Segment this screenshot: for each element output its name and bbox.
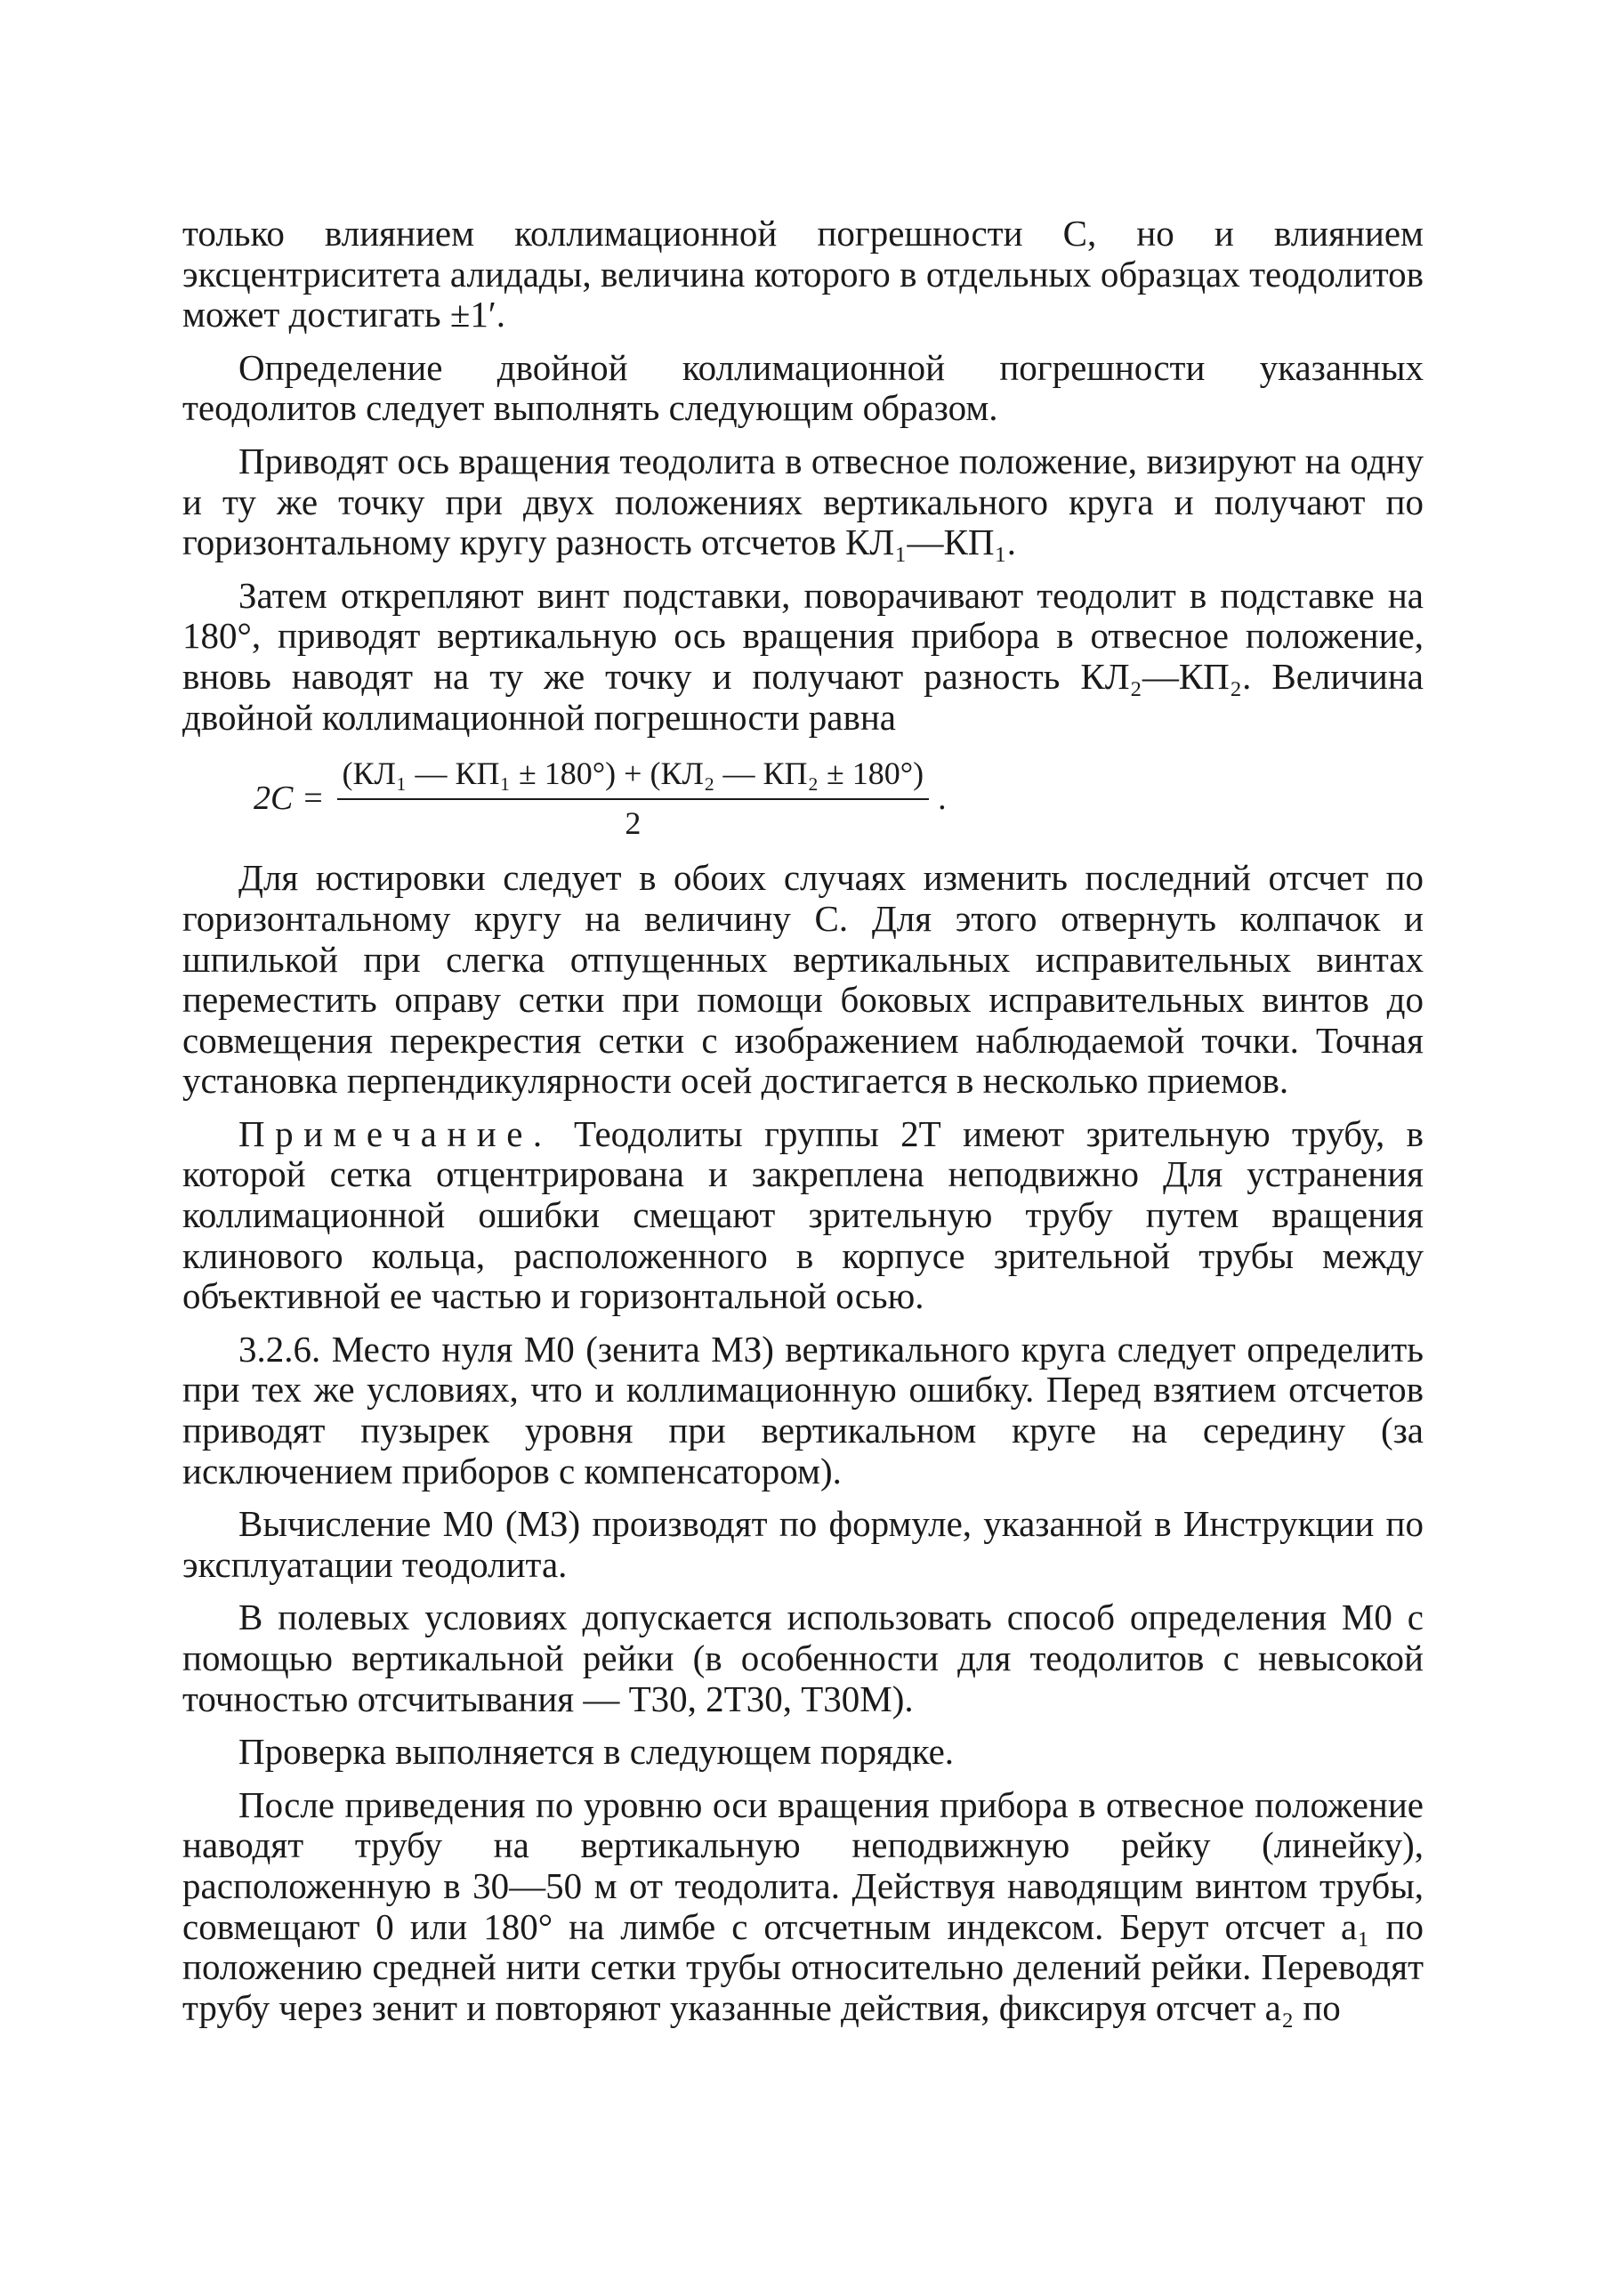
paragraph-section-3-2-6: 3.2.6. Место нуля М0 (зенита МЗ) вертикального круга следует определить при тех же условиях, что и коллимационную ошибку. Перед взятием отсчетов приводят пузырек уровня при вертикальном круге на середину (за исключением приборов с компенсатором). (182, 1328, 1424, 1492)
formula-period: . (938, 779, 947, 817)
formula-numerator: (КЛ₁ — КП₁ ± 180°) + (КЛ₂ — КП₂ ± 180°) (337, 754, 930, 800)
paragraph-note (182, 1114, 1424, 1317)
paragraph-adjustment: Для юстировки следует в обоих случаях изменить последний отсчет по горизонтальному кругу на величину С. Для этого отвернуть колпачок и шпилькой при слегка отпущенных вертикальных исправительных винтах переместить оправу сетки при помощи боковых исправительных винтов до совмещения перекрестия сетки с изображением наблюдаемой точки. Точная установка перпендикулярности осей достигается в несколько приемов. (182, 857, 1424, 1102)
note-label: Примечание. (238, 1112, 553, 1154)
paragraph-continuation: только влиянием коллимационной погрешности С, но и влиянием эксцентриситета алидады, величина которого в отдельных образцах теодолитов может достигать ±1′. (182, 213, 1424, 336)
paragraph-field-conditions: В полевых условиях допускается использовать способ определения М0 с помощью вертикальной рейки (в особенности для теодолитов с невысокой точностью отсчитывания — Т30, 2Т30, Т30М). (182, 1597, 1424, 1719)
paragraph-definition: Определение двойной коллимационной погрешности указанных теодолитов следует выполнять следующим образом. (182, 346, 1424, 429)
note-text: Теодолиты группы 2Т имеют зрительную трубу, в которой сетка отцентрирована и закреплена неподвижно Для устранения коллимационной ошибки смещают зрительную трубу путем вращения клинового кольца, расположенного в корпусе зрительной трубы между объективной ее частью и горизонтальной осью. (182, 1112, 1424, 1317)
formula-lhs: 2C = (254, 779, 325, 817)
collimation-formula (254, 754, 1424, 844)
formula-denominator: 2 (625, 804, 642, 841)
paragraph-calculation: Вычисление М0 (МЗ) производят по формуле, указанной в Инструкции по эксплуатации теодолита. (182, 1503, 1424, 1585)
document-page (182, 214, 1424, 2028)
paragraph-check-procedure: После приведения по уровню оси вращения прибора в отвесное положение наводят трубу на вертикальную неподвижную рейку (линейку), расположенную в 30—50 м от теодолита. Действуя наводящим винтом трубы, совмещают 0 или 180° на лимбе с отсчетным индексом. Берут отсчет a₁ по положению средней нити сетки трубы относительно делений рейки. Переводят трубу через зенит и повторяют указанные действия, фиксируя отсчет a₂ по (182, 1783, 1424, 2028)
paragraph-check-order: Проверка выполняется в следующем порядке. (238, 1731, 955, 1773)
paragraph-procedure-1: Приводят ось вращения теодолита в отвесное положение, визируют на одну и ту же точку при двух положениях вертикального круга и получают по горизонтальному кругу разность отсчетов КЛ₁—КП₁. (182, 440, 1424, 563)
paragraph-procedure-2: Затем открепляют винт подставки, поворачивают теодолит в подставке на 180°, приводят вертикальную ось вращения прибора в отвесное положение, вновь наводят на ту же точку и получают разность КЛ₂—КП₂. Величина двойной коллимационной погрешности равна (182, 574, 1424, 738)
formula-fraction (337, 754, 930, 844)
